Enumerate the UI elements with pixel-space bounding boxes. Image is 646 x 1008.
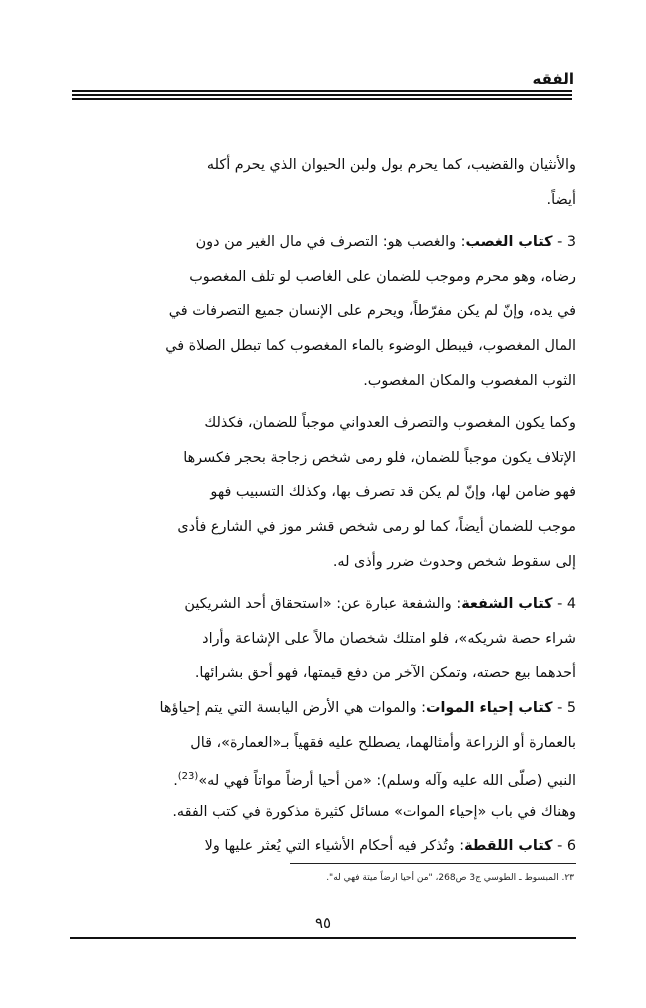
text-line <box>70 225 576 260</box>
line-text: 3 - <box>552 234 576 251</box>
line-text: الثوب المغصوب والمكان المغصوب. <box>363 372 576 389</box>
paragraph-gap <box>70 398 576 406</box>
body-text <box>70 148 576 864</box>
running-header-title: الفقه <box>532 70 574 88</box>
section-label: كتاب اللقطة <box>464 838 553 855</box>
line-text: النبي (صلّى الله عليه وآله وسلم): «من أحيا أرضاً مواتاً فهي له» <box>198 772 576 789</box>
footer-rule <box>70 937 576 939</box>
line-text: : والموات هي الأرض اليابسة التي يتم إحياؤها <box>159 699 427 716</box>
line-text: إلى سقوط شخص وحدوث ضرر وأذى له. <box>332 553 576 570</box>
text-line <box>70 726 576 761</box>
line-text: : والشفعة عبارة عن: «استحقاق أحد الشريكين <box>184 596 462 613</box>
text-line <box>70 587 576 622</box>
text-line <box>70 294 576 329</box>
text-line <box>70 475 576 510</box>
line-text: 6 - <box>552 838 576 855</box>
line-text: موجب للضمان أيضاً، كما لو رمى شخص قشر موز في الشارع فأدى <box>177 518 576 535</box>
line-text: أيضاً. <box>546 191 576 208</box>
text-line <box>70 691 576 726</box>
page-number: ٩٥ <box>314 914 332 932</box>
line-text: وكما يكون المغصوب والتصرف العدواني موجباً للضمان، فكذلك <box>204 415 576 432</box>
line-text: أحدهما بيع حصته، وتمكن الآخر من دفع قيمتها، فهو أحق بشرائها. <box>194 665 576 682</box>
footnote-separator <box>290 863 576 864</box>
line-text: فهو ضامن لها، وإنّ لم يكن قد تصرف بها، وكذلك التسبيب فهو <box>210 484 576 501</box>
text-line <box>70 829 576 864</box>
line-text: المال المغصوب، فيبطل الوضوء بالماء المغصوب كما تبطل الصلاة في <box>165 337 576 354</box>
text-line <box>70 795 576 830</box>
line-text: : والغصب هو: التصرف في مال الغير من دون <box>195 234 466 251</box>
line-text: رضاه، وهو محرم وموجب للضمان على الغاصب لو تلف المغصوب <box>189 268 576 285</box>
text-line <box>70 656 576 691</box>
section-label: كتاب إحياء الموات <box>426 699 553 716</box>
text-line <box>70 545 576 580</box>
line-text: بالعمارة أو الزراعة وأمثالهما، يصطلح عليه فقهياً بـ«العمارة»، قال <box>190 734 576 751</box>
line-text: والأنثيان والقضيب، كما يحرم بول ولبن الحيوان الذي يحرم أكله <box>206 157 576 173</box>
footnote: ٢٣. المبسوط ـ الطوسي ج3 ص268، "من أحيا ارضاً ميتة فهي له". <box>326 873 574 883</box>
header-rule <box>72 94 572 96</box>
paragraph-gap <box>70 217 576 225</box>
header-rule <box>72 98 572 100</box>
paragraph-gap <box>70 579 576 587</box>
line-text: شراء حصة شريكه»، فلو امتلك شخصان مالاً على الإشاعة وأراد <box>202 630 576 647</box>
text-line <box>70 364 576 399</box>
text-line <box>70 260 576 295</box>
line-text: 5 - <box>552 699 576 716</box>
line-text: . <box>173 772 178 789</box>
line-text: 4 - <box>552 596 576 613</box>
text-line <box>70 760 576 795</box>
line-text: في يده، وإنّ لم يكن مفرّطاً، ويحرم على الإنسان جميع التصرفات في <box>168 303 576 320</box>
line-text: : وتُذكر فيه أحكام الأشياء التي يُعثر عليها ولا <box>204 838 465 855</box>
text-line <box>70 329 576 364</box>
header-rule <box>72 90 572 92</box>
text-line <box>70 148 576 183</box>
line-text: وهناك في باب «إحياء الموات» مسائل كثيرة مذكورة في كتب الفقه. <box>172 803 576 820</box>
text-line <box>70 510 576 545</box>
text-line <box>70 622 576 657</box>
text-line <box>70 441 576 476</box>
line-text: الإتلاف يكون موجباً للضمان، فلو رمى شخص زجاجة بحجر فكسرها <box>183 449 576 466</box>
text-line <box>70 406 576 441</box>
footnote-ref: (23) <box>177 771 199 783</box>
section-label: كتاب الغصب <box>465 234 553 251</box>
text-line <box>70 183 576 218</box>
section-label: كتاب الشفعة <box>461 596 553 613</box>
